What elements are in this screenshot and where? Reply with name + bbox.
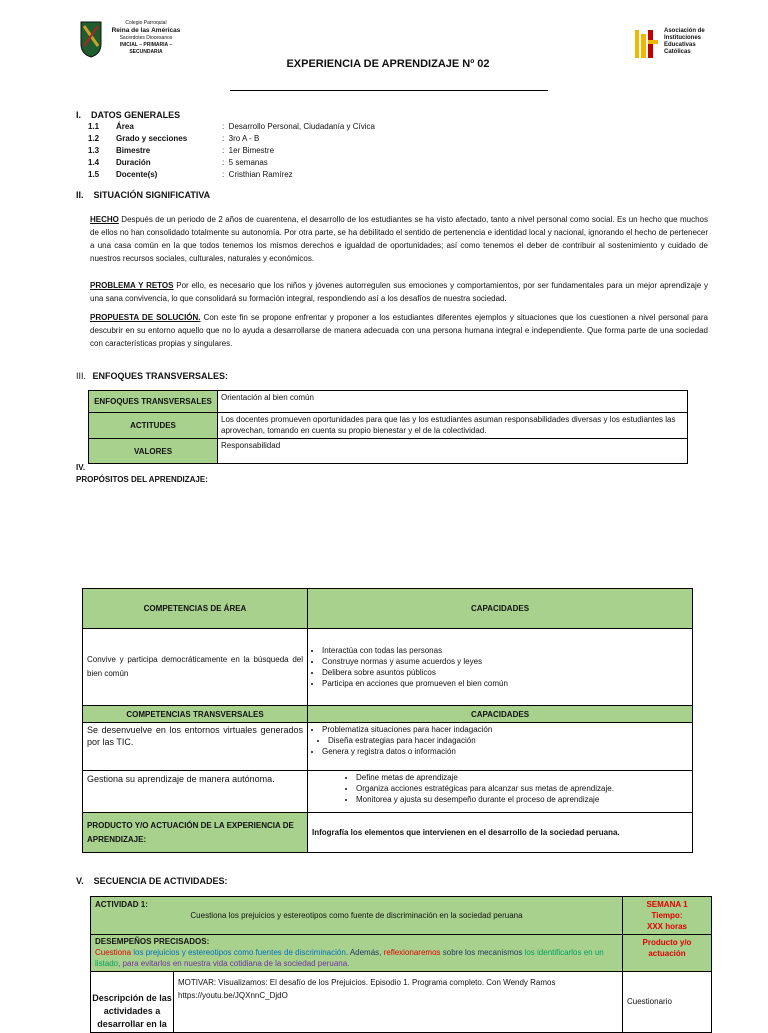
- transversal2-capacidades-list: [312, 772, 688, 805]
- association-logo-line1: Asociación de: [664, 28, 705, 34]
- semana-cell: [623, 897, 712, 935]
- list-item: • Delibera sobre asuntos públicos: [322, 667, 688, 678]
- section1-heading: I. DATOS GENERALES: [76, 110, 181, 120]
- capacidades-header: CAPACIDADES: [308, 589, 693, 629]
- datos-num: 1.5: [88, 170, 100, 179]
- producto-label: PRODUCTO Y/O ACTUACIÓN DE LA EXPERIENCIA DE APRENDIZAJE:: [83, 813, 308, 853]
- situacion-paragraph-problema: [90, 279, 708, 305]
- desempeno-verb: Cuestiona: [95, 948, 132, 957]
- desempeno-part: reflexionaremos: [383, 948, 441, 957]
- desempeno-part: sobre los mecanismos: [440, 948, 525, 957]
- section5-heading: V. SECUENCIA DE ACTIVIDADES:: [76, 876, 228, 886]
- valores-label: VALORES: [89, 439, 218, 464]
- table-row: [91, 972, 712, 1033]
- datos-value: : Cristhian Ramírez: [222, 170, 293, 179]
- table-row: [83, 813, 693, 853]
- school-logo-line4: INICIAL – PRIMARIA – SECUNDARIA: [119, 42, 173, 55]
- producto-value: Infografía los elementos que intervienen en el desarrollo de la sociedad peruana.: [308, 813, 693, 853]
- datos-row: [88, 157, 488, 169]
- datos-value: : 1er Bimestre: [222, 146, 275, 155]
- desempeno-part: , para evitarlos en nuestra vida cotidiana de la sociedad peruana.: [118, 959, 350, 968]
- datos-label: Bimestre: [116, 146, 151, 155]
- datos-num: 1.4: [88, 158, 100, 167]
- list-item: • Participa en acciones que promueven el bien común: [322, 678, 688, 689]
- table-row: [89, 391, 688, 413]
- section3-heading: [76, 370, 228, 382]
- competencias-area-header: COMPETENCIAS DE ÁREA: [83, 589, 308, 629]
- actividad-title: Cuestiona los prejuicios y estereotipos como fuente de discriminación en la sociedad peruana: [190, 911, 523, 920]
- table-row: [83, 771, 693, 813]
- situacion-paragraph-hecho: [90, 213, 708, 265]
- datos-num: 1.1: [88, 122, 100, 131]
- page-title: EXPERIENCIA DE APRENDIZAJE Nº 02: [286, 58, 490, 70]
- horas-label: XXX horas: [646, 922, 687, 931]
- datos-num: 1.3: [88, 146, 100, 155]
- association-logo-line2: Instituciones: [664, 35, 702, 41]
- association-mark-icon: [632, 28, 660, 60]
- actividad-cell: [91, 897, 623, 935]
- actividad-label: ACTIVIDAD 1:: [95, 900, 148, 909]
- desempenos-text: [95, 947, 618, 969]
- actitudes-label: ACTITUDES: [89, 413, 218, 439]
- semana-label: SEMANA 1: [646, 900, 688, 909]
- list-item: • Construye normas y asume acuerdos y leyes: [322, 656, 688, 667]
- enfoques-label: ENFOQUES TRANSVERSALES: [89, 391, 218, 413]
- area-capacidades-list: [312, 645, 688, 689]
- datos-value: : Desarrollo Personal, Ciudadanía y Cívica: [222, 122, 375, 131]
- datos-label: Área: [116, 122, 134, 131]
- transversal1-capacidades: [308, 723, 693, 771]
- list-item: • Monitorea y ajusta su desempeño durante el proceso de aprendizaje: [356, 794, 688, 805]
- datos-label: Docente(s): [116, 170, 158, 179]
- desempeno-part: los identificarlos en un listado: [95, 948, 604, 968]
- list-item: • Genera y registra datos o información: [322, 746, 688, 757]
- datos-label: Grado y secciones: [116, 134, 188, 143]
- situacion-paragraph-propuesta: [90, 311, 708, 350]
- table-row: [91, 935, 712, 972]
- school-crest-icon: [80, 20, 102, 58]
- datos-row: [88, 145, 488, 157]
- transversal2-capacidades: [308, 771, 693, 813]
- desempeno-part: . Además,: [345, 948, 384, 957]
- section2-heading: II. SITUACIÓN SIGNIFICATIVA: [76, 190, 211, 200]
- valores-value: Responsabilidad: [218, 439, 688, 464]
- hecho-label: HECHO: [90, 215, 119, 224]
- actitudes-value: Los docentes promueven oportunidades para que las y los estudiantes asuman responsabilidades diversas y los estudiantes las aprovechan, tomando en cuenta su propio bienestar y el de la colectividad.: [218, 413, 688, 439]
- table-row: [83, 589, 693, 629]
- problema-label: PROBLEMA Y RETOS: [90, 281, 174, 290]
- section3-title: ENFOQUES TRANSVERSALES:: [92, 371, 229, 381]
- table-row: [91, 897, 712, 935]
- problema-text: Por ello, es necesario que los niños y jóvenes autorregulen sus emociones y comportamientos, por ser fundamentales para un mejor aprendizaje y una sana convivencia, lo que consolidará su formación integral, respondiendo así a los desafíos de nuestra sociedad.: [90, 281, 708, 303]
- list-item: • Define metas de aprendizaje: [356, 772, 688, 783]
- datos-row: [88, 169, 488, 181]
- section4-num: IV.: [76, 463, 86, 472]
- descripcion-label: Descripción de las actividades a desarrollar en la: [91, 972, 174, 1033]
- datos-label: Duración: [116, 158, 151, 167]
- school-logo: [78, 18, 186, 70]
- transversal2-competencia: Gestiona su aprendizaje de manera autónoma.: [83, 771, 308, 813]
- desempenos-cell: [91, 935, 623, 972]
- desempeno-part: los prejuicios y estereotipos como fuentes de discriminación: [131, 948, 346, 957]
- competencias-table: [82, 588, 693, 853]
- hecho-text: Después de un periodo de 2 años de cuarentena, el desarrollo de los estudiantes se ha visto afectado, tanto a nivel personal como social. Es un hecho que muchos de ellos no han consolidado totalmente su autonomía. Por otra parte, se ha debilitado el sentido de pertenencia e identidad local y nacional, ignorando el hecho de pertenecer a una casa común en la que todos tenemos los mismos derechos e igualdad de oportunidades; así como tenemos el deber de contribuir al sostenimiento y cuidado de nuestros recursos sociales, culturales, naturales y económicos.: [90, 215, 708, 263]
- association-logo-line4: Católicas: [664, 49, 691, 55]
- section3-num: III.: [76, 371, 87, 381]
- table-row: [89, 439, 688, 464]
- list-item: • Problematiza situaciones para hacer indagación: [322, 724, 688, 735]
- enfoques-value: Orientación al bien común: [218, 391, 688, 413]
- enfoques-table: [88, 390, 688, 464]
- table-row: [89, 413, 688, 439]
- school-logo-line2: Reina de las Américas: [111, 27, 181, 34]
- cuestionario-cell: Cuestionario: [623, 972, 712, 1033]
- capacidades-transversales-header: CAPACIDADES: [308, 706, 693, 723]
- actividades-table: [90, 896, 712, 1033]
- datos-row: [88, 133, 488, 145]
- title-underline: [230, 90, 548, 91]
- table-row: [83, 723, 693, 771]
- section4-heading: PROPÓSITOS DEL APRENDIZAJE:: [76, 475, 208, 484]
- list-item: • Diseña estrategias para hacer indagación: [328, 735, 688, 746]
- producto-actuacion-label: Producto y/o actuación: [623, 935, 712, 972]
- tiempo-label: Tiempo:: [651, 911, 683, 920]
- datos-value: : 5 semanas: [222, 158, 268, 167]
- list-item: • Interactúa con todas las personas: [322, 645, 688, 656]
- motivar-text: MOTIVAR: Visualizamos: El desafío de los Prejuicios. Episodio 1. Programa completo. Con Wendy Ramos https://youtu.be/JQXnnC_DjdO: [174, 972, 623, 1033]
- association-logo-line3: Educativas: [664, 42, 696, 48]
- datos-row: [88, 121, 488, 133]
- datos-num: 1.2: [88, 134, 100, 143]
- desempenos-label: DESEMPEÑOS PRECISADOS:: [95, 937, 210, 946]
- datos-value: : 3ro A - B: [222, 134, 260, 143]
- association-logo: [632, 26, 712, 66]
- datos-generales-list: [88, 121, 488, 181]
- table-row: [83, 706, 693, 723]
- school-logo-line1: Colegio Parroquial: [125, 20, 167, 26]
- propuesta-text: Con este fin se propone enfrentar y proponer a los estudiantes diferentes ejemplos y situaciones que los cuestionen a nivel personal para descubrir en su entorno aquello que no lo ayuda a desarrollarse de manera adecuada con una persona humana integral e independiente. Que forma parte de una sociedad con características propias y singulares.: [90, 313, 708, 348]
- school-logo-line3: Sacerdotes Diocesanos: [119, 35, 173, 41]
- area-capacidades: [308, 629, 693, 706]
- transversal1-capacidades-list: [312, 724, 688, 757]
- propuesta-label: PROPUESTA DE SOLUCIÓN.: [90, 313, 201, 322]
- list-item: • Organiza acciones estratégicas para alcanzar sus metas de aprendizaje.: [356, 783, 688, 794]
- competencias-transversales-header: COMPETENCIAS TRANSVERSALES: [83, 706, 308, 723]
- transversal1-competencia: Se desenvuelve en los entornos virtuales generados por las TIC.: [83, 723, 308, 771]
- area-competencia: Convive y participa democráticamente en la búsqueda del bien común: [83, 629, 308, 706]
- table-row: [83, 629, 693, 706]
